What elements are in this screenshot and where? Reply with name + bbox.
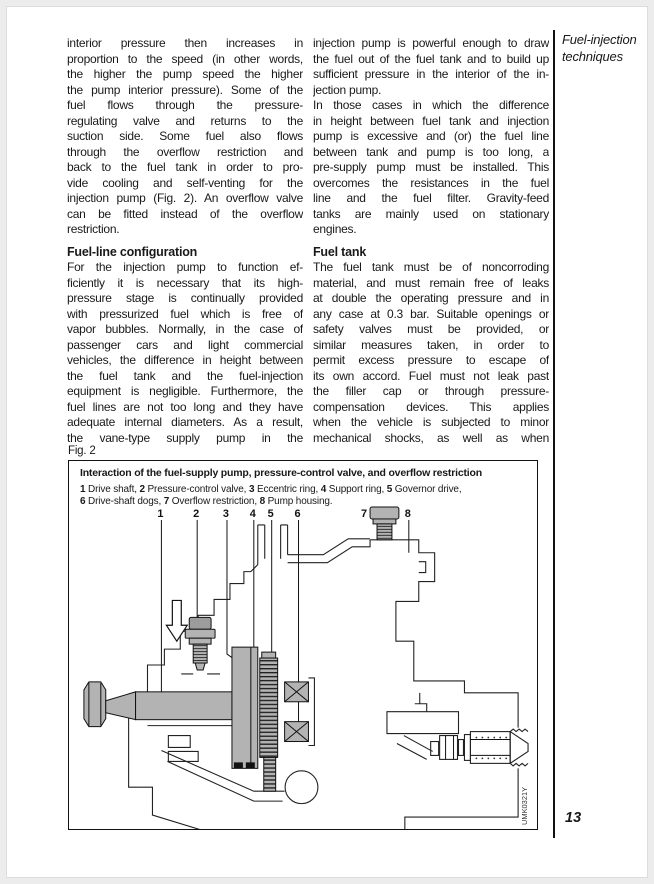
text-line: For the injection pump to function ef-	[67, 260, 303, 274]
legend-item-label: Support ring,	[326, 484, 387, 495]
text-line: ficiently it is necessary that its high-	[67, 275, 303, 290]
legend-item-label: Drive shaft,	[85, 484, 140, 495]
text-line: line and the fuel filter. Gravity-feed	[313, 191, 549, 205]
text-line: proportion to the speed (in other words,	[67, 51, 303, 66]
pump-diagram	[69, 505, 536, 829]
legend-item-number: 2	[139, 484, 145, 495]
text-line: at double the operating pressure and in	[313, 291, 549, 305]
margin-header	[562, 31, 637, 65]
callout-5: 5	[267, 507, 274, 520]
text-line: fuel lines are not too long and they have	[67, 399, 303, 414]
text-line: jection pump.	[313, 82, 382, 97]
text-line: engines.	[313, 222, 357, 236]
legend-item-number: 1	[80, 484, 86, 495]
figure-box	[68, 460, 538, 830]
text-line: the pump interior pressure). Some of the	[67, 82, 303, 97]
text-line: the higher the pump speed the higher	[67, 67, 303, 81]
text-line: vehicles, the difference in height between	[67, 353, 303, 367]
figure-title: Interaction of the fuel-supply pump, pressure-control valve, and overflow restriction	[80, 467, 482, 479]
text-line: equipment is negligible. Furthermore, the	[67, 384, 303, 398]
text-line: suction side. Some fuel also flows	[67, 129, 303, 143]
text-line: overcomes the resistances in the fuel	[313, 175, 549, 190]
text-line: The fuel tank must be of noncorroding	[313, 260, 549, 274]
text-line: can be fitted instead of the overflow	[67, 206, 303, 221]
margin-header-line2: techniques	[562, 49, 623, 64]
section-heading: Fuel-line configuration	[67, 244, 198, 259]
margin-header-line1: Fuel-injection	[562, 32, 637, 47]
legend-item-label: Governor drive,	[392, 484, 462, 495]
text-line: injection pump (Fig. 2). An overflow valve	[67, 191, 303, 205]
pump-housing-outline	[129, 525, 518, 829]
text-line: any case at 0.3 bar. Suitable openings or	[313, 306, 549, 321]
legend-item-label: Overflow restriction,	[169, 496, 260, 507]
text-line: pre-supply pump must be installed. This	[313, 160, 549, 174]
text-line: passenger cars and light commercial	[67, 337, 303, 352]
figure-watermark: UMK0321Y	[520, 786, 530, 825]
text-line: permit excess pressure to escape of	[313, 353, 549, 367]
flow-arrow-icon	[166, 600, 187, 641]
margin-rule-divider	[553, 30, 555, 838]
text-line: the vane-type supply pump in the	[67, 430, 303, 445]
callout-4: 4	[249, 507, 256, 520]
text-line: tanks are mainly used on stationary	[313, 206, 549, 221]
text-line: vide cooling and self-venting for the	[67, 175, 303, 190]
text-line: vapor bubbles. Normally, in the case of	[67, 322, 303, 336]
callout-7: 7	[361, 507, 368, 520]
text-line: between tank and pump is too long, a	[313, 144, 549, 159]
ball-element	[285, 771, 318, 804]
drive-shaft-dogs-part	[285, 682, 309, 742]
text-line: the fuel tank and the fuel-injection	[67, 368, 303, 383]
legend-item-number: 8	[259, 496, 266, 507]
text-line: pump is excessive and (or) the fuel line	[313, 129, 549, 143]
text-line: adequate internal diameters. As a result,	[67, 415, 303, 429]
regulating-valve-fitting-part	[431, 729, 528, 766]
figure-caption	[69, 461, 537, 508]
text-line: in height between fuel tank and injection	[313, 113, 549, 128]
text-line: sufficient pressure in the interior of the in-	[313, 67, 549, 81]
text-line: similar measures taken, in order to	[313, 337, 549, 352]
callout-3: 3	[222, 507, 230, 520]
legend-item-number: 6	[80, 496, 86, 507]
text-line: through the overflow restriction and	[67, 144, 303, 159]
callout-6: 6	[294, 507, 301, 520]
text-line: material, and must remain free of leaks	[313, 275, 549, 290]
text-line: when the vehicle is subjected to minor	[313, 415, 549, 429]
text-line: pressure stage is continually provided	[67, 291, 303, 305]
text-line: injection pump is powerful enough to draw	[313, 36, 549, 50]
text-line: with pressurized fuel which is free of	[67, 306, 303, 321]
text-line: interior pressure then increases in	[67, 36, 303, 50]
legend-item-label: Pressure-control valve,	[144, 484, 249, 495]
legend-item-number: 7	[163, 496, 170, 507]
text-line: the filler cap or through pressure-	[313, 384, 549, 398]
text-line: In those cases in which the difference	[313, 98, 549, 112]
legend-item-label: Pump housing.	[265, 496, 333, 507]
page-number: 13	[565, 810, 582, 826]
callout-8: 8	[404, 507, 411, 520]
figure-legend-line	[80, 484, 525, 496]
text-line: its own accord. Fuel must not leak past	[313, 368, 549, 383]
governor-drive-part	[260, 652, 278, 791]
callout-1: 1	[157, 507, 164, 520]
legend-item-label: Eccentric ring,	[254, 484, 321, 495]
section-heading: Fuel tank	[313, 244, 367, 259]
legend-item-label: Drive-shaft dogs,	[85, 496, 164, 507]
text-column-left	[67, 36, 303, 446]
text-line: fuel flows through the pressure-	[67, 98, 303, 112]
text-line: regulating valve and returns to the	[67, 113, 303, 128]
text-line: the fuel out of the fuel tank and to build up	[313, 51, 549, 66]
text-line: compensation devices. This applies	[313, 399, 549, 414]
figure-label: Fig. 2	[68, 445, 96, 457]
text-line: safety valves must be provided, or	[313, 322, 549, 336]
legend-item-number: 5	[386, 484, 393, 495]
text-line: back to the fuel tank in order to pro-	[67, 160, 303, 174]
text-column-right	[313, 36, 549, 446]
text-line: restriction.	[67, 222, 120, 236]
legend-item-number: 3	[248, 484, 255, 495]
pressure-control-valve-part	[185, 617, 215, 670]
legend-item-number: 4	[320, 484, 327, 495]
overflow-restriction-part	[370, 507, 399, 540]
eccentric-support-ring-part	[232, 647, 258, 768]
drive-shaft-part	[84, 682, 232, 727]
text-line: mechanical shocks, as well as when	[313, 430, 549, 445]
callout-2: 2	[193, 507, 200, 520]
